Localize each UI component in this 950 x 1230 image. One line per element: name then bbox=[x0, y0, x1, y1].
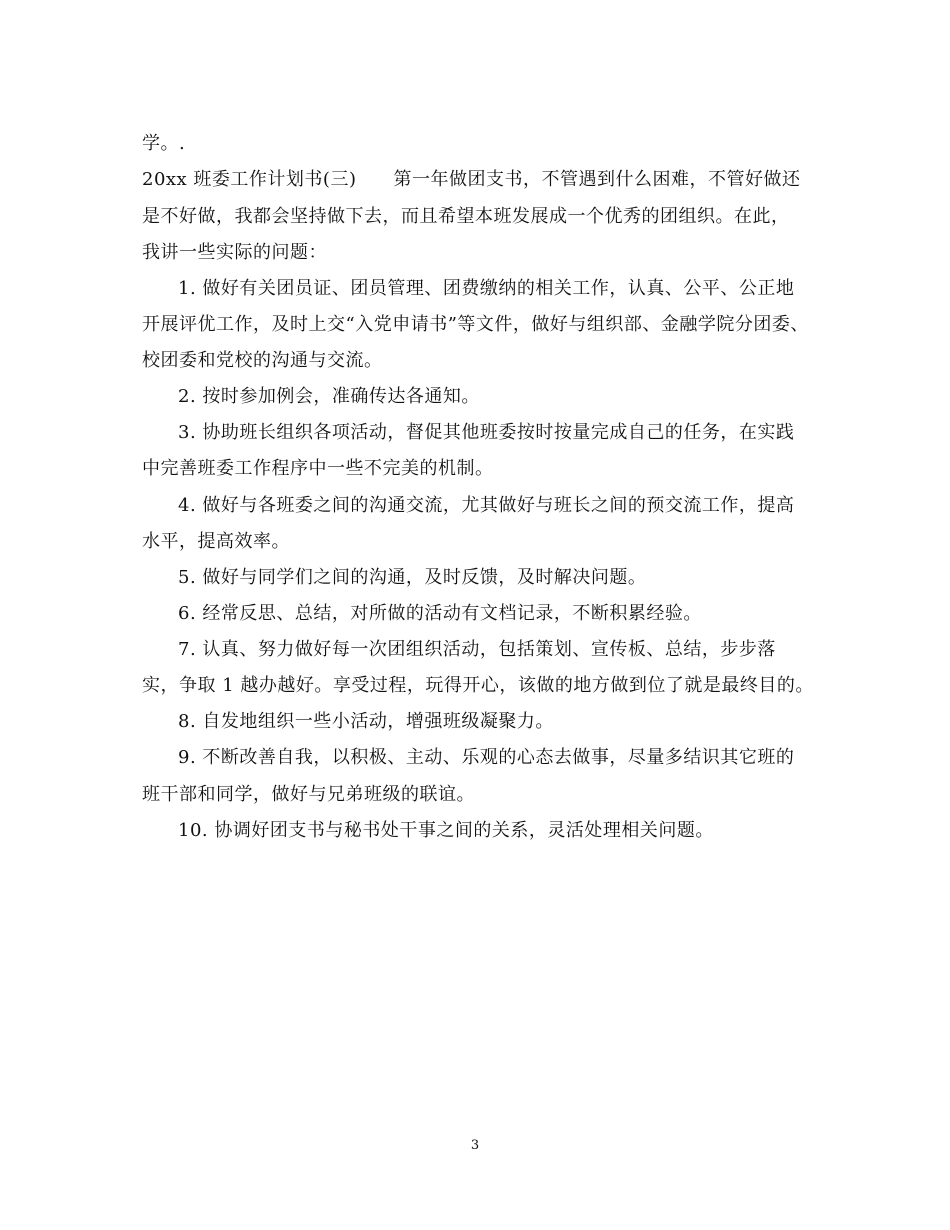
text-line: 校团委和党校的沟通与交流。 bbox=[142, 350, 383, 371]
list-item-text: 10. 协调好团支书与秘书处干事之间的关系，灵活处理相关问题。 bbox=[178, 820, 714, 841]
text-line: 中完善班委工作程序中一些不完美的机制。 bbox=[142, 458, 494, 479]
list-item-text: 4. 做好与各班委之间的沟通交流，尤其做好与班长之间的预交流工作，提高 bbox=[178, 495, 795, 516]
page-number: 3 bbox=[470, 1138, 480, 1153]
text-line: 学。. bbox=[142, 133, 186, 154]
text-line: 我讲一些实际的问题： bbox=[142, 242, 327, 263]
list-item-text: 3. 协助班长组织各项活动，督促其他班委按时按量完成自己的任务，在实践 bbox=[178, 422, 795, 443]
text-line: 20xx 班委工作计划书(三) 第一年做团支书，不管遇到什么困难，不管好做还 bbox=[142, 169, 801, 190]
text-line: 水平，提高效率。 bbox=[142, 531, 290, 552]
list-item-text: 7. 认真、努力做好每一次团组织活动，包括策划、宣传板、总结，步步落 bbox=[178, 639, 776, 660]
text-line: 开展评优工作，及时上交“入党申请书”等文件，做好与组织部、金融学院分团委、 bbox=[142, 314, 809, 335]
list-item-text: 9. 不断改善自我，以积极、主动、乐观的心态去做事，尽量多结识其它班的 bbox=[178, 747, 795, 768]
text-line: 实，争取 1 越办越好。享受过程，玩得开心，该做的地方做到位了就是最终目的。 bbox=[142, 675, 814, 696]
text-line: 是不好做，我都会坚持做下去，而且希望本班发展成一个优秀的团组织。在此， bbox=[142, 206, 790, 227]
list-item-text: 5. 做好与同学们之间的沟通，及时反馈，及时解决问题。 bbox=[178, 567, 647, 588]
text-line: 班干部和同学，做好与兄弟班级的联谊。 bbox=[142, 784, 475, 805]
list-item-text: 1. 做好有关团员证、团员管理、团费缴纳的相关工作，认真、公平、公正地 bbox=[178, 278, 795, 299]
list-item-text: 6. 经常反思、总结，对所做的活动有文档记录，不断积累经验。 bbox=[178, 603, 702, 624]
list-item-text: 2. 按时参加例会，准确传达各通知。 bbox=[178, 386, 480, 407]
list-item-text: 8. 自发地组织一些小活动，增强班级凝聚力。 bbox=[178, 711, 554, 732]
